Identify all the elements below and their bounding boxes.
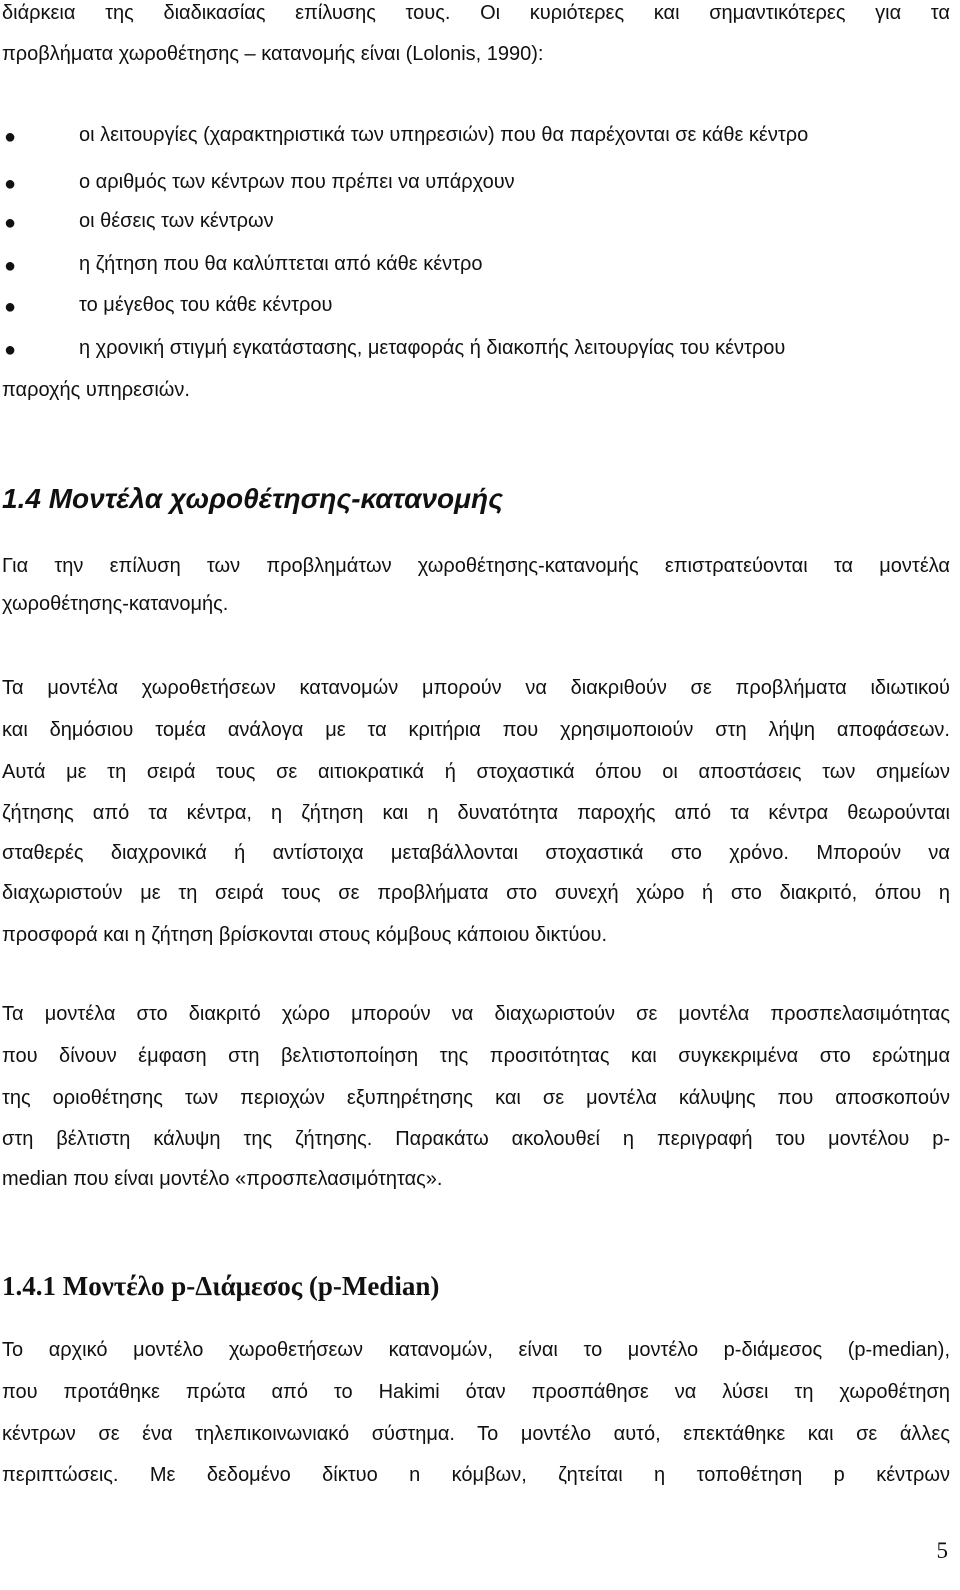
paragraph-line: που προτάθηκε πρώτα από το Hakimi όταν προσπάθησε να λύσει τη χωροθέτηση [2,1381,950,1403]
list-item [0,292,950,318]
list-item-text: οι λειτουργίες (χαρακτηριστικά των υπηρεσιών) που θα παρέχονται σε κάθε κέντρο [79,124,809,146]
paragraph-line: Τα μοντέλα χωροθετήσεων κατανομών μπορούν να διακριθούν σε προβλήματα ιδιωτικού [2,677,950,699]
bullet-dot-icon: ● [4,126,17,148]
section-heading-1-4: 1.4 Μοντέλα χωροθέτησης-κατανομής [2,483,504,514]
list-item [0,251,950,277]
paragraph-line: κέντρων σε ένα τηλεπικοινωνιακό σύστημα. Το μοντέλο αυτό, επεκτάθηκε και σε άλλες [2,1423,950,1445]
list-item-text: η ζήτηση που θα καλύπτεται από κάθε κέντρο [79,253,483,275]
paragraph-line: περιπτώσεις. Με δεδομένο δίκτυο n κόμβων, ζητείται η τοποθέτηση p κέντρων [2,1464,950,1486]
list-item-text: οι θέσεις των κέντρων [79,210,274,232]
list-item-text: το μέγεθος του κάθε κέντρου [79,294,333,316]
section-heading-1-4-1: 1.4.1 Μοντέλο p-Διάμεσος (p-Median) [2,1271,440,1301]
bullet-dot-icon: ● [4,255,17,277]
list-item [0,169,950,195]
list-item [0,122,950,148]
paragraph-line: της οριοθέτησης των περιοχών εξυπηρέτησης και σε μοντέλα κάλυψης που αποσκοπούν [2,1087,950,1109]
paragraph-line: διαχωριστούν με τη σειρά τους σε προβλήματα στο συνεχή χώρο ή στο διακριτό, όπου η [2,882,950,904]
bullet-dot-icon: ● [4,173,17,195]
bullet-continuation: παροχής υπηρεσιών. [2,379,190,401]
paragraph-line: και δημόσιου τομέα ανάλογα με τα κριτήρια που χρησιμοποιούν στη λήψη αποφάσεων. [2,719,950,741]
page-number: 5 [936,1538,948,1563]
paragraph-line: προσφορά και η ζήτηση βρίσκονται στους κόμβους κάποιου δικτύου. [2,924,608,946]
list-item [0,335,950,361]
list-item-text: ο αριθμός των κέντρων που πρέπει να υπάρχουν [79,171,515,193]
list-item-text: η χρονική στιγμή εγκατάστασης, μεταφοράς ή διακοπής λειτουργίας του κέντρου [79,337,786,359]
paragraph-line: Για την επίλυση των προβλημάτων χωροθέτησης-κατανομής επιστρατεύονται τα μοντέλα [2,555,950,577]
paragraph-line: median που είναι μοντέλο «προσπελασιμότητας». [2,1168,443,1190]
bullet-dot-icon: ● [4,339,17,361]
intro-line-1: διάρκεια της διαδικασίας επίλυσης τους. Οι κυριότερες και σημαντικότερες για τα [2,2,950,24]
paragraph-line: Το αρχικό μοντέλο χωροθετήσεων κατανομών, είναι το μοντέλο p-διάμεσος (p-median), [2,1339,950,1361]
intro-line-2: προβλήματα χωροθέτησης – κατανομής είναι (Lolonis, 1990): [2,43,544,65]
paragraph-line: Αυτά με τη σειρά τους σε αιτιοκρατικά ή στοχαστικά όπου οι αποστάσεις των σημείων [2,761,950,783]
paragraph-line: Τα μοντέλα στο διακριτό χώρο μπορούν να διαχωριστούν σε μοντέλα προσπελασιμότητας [2,1003,950,1025]
paragraph-line: που δίνουν έμφαση στη βελτιστοποίηση της προσιτότητας και συγκεκριμένα στο ερώτημα [2,1045,950,1067]
paragraph-line: στη βέλτιστη κάλυψη της ζήτησης. Παρακάτω ακολουθεί η περιγραφή του μοντέλου p- [2,1128,950,1150]
bullet-dot-icon: ● [4,296,17,318]
bullet-dot-icon: ● [4,212,17,234]
paragraph-line: χωροθέτησης-κατανομής. [2,593,229,615]
paragraph-line: ζήτησης από τα κέντρα, η ζήτηση και η δυνατότητα παροχής από τα κέντρα θεωρούνται [2,802,950,824]
list-item [0,208,950,234]
paragraph-line: σταθερές διαχρονικά ή αντίστοιχα μεταβάλλονται στοχαστικά στο χρόνο. Μπορούν να [2,842,950,864]
